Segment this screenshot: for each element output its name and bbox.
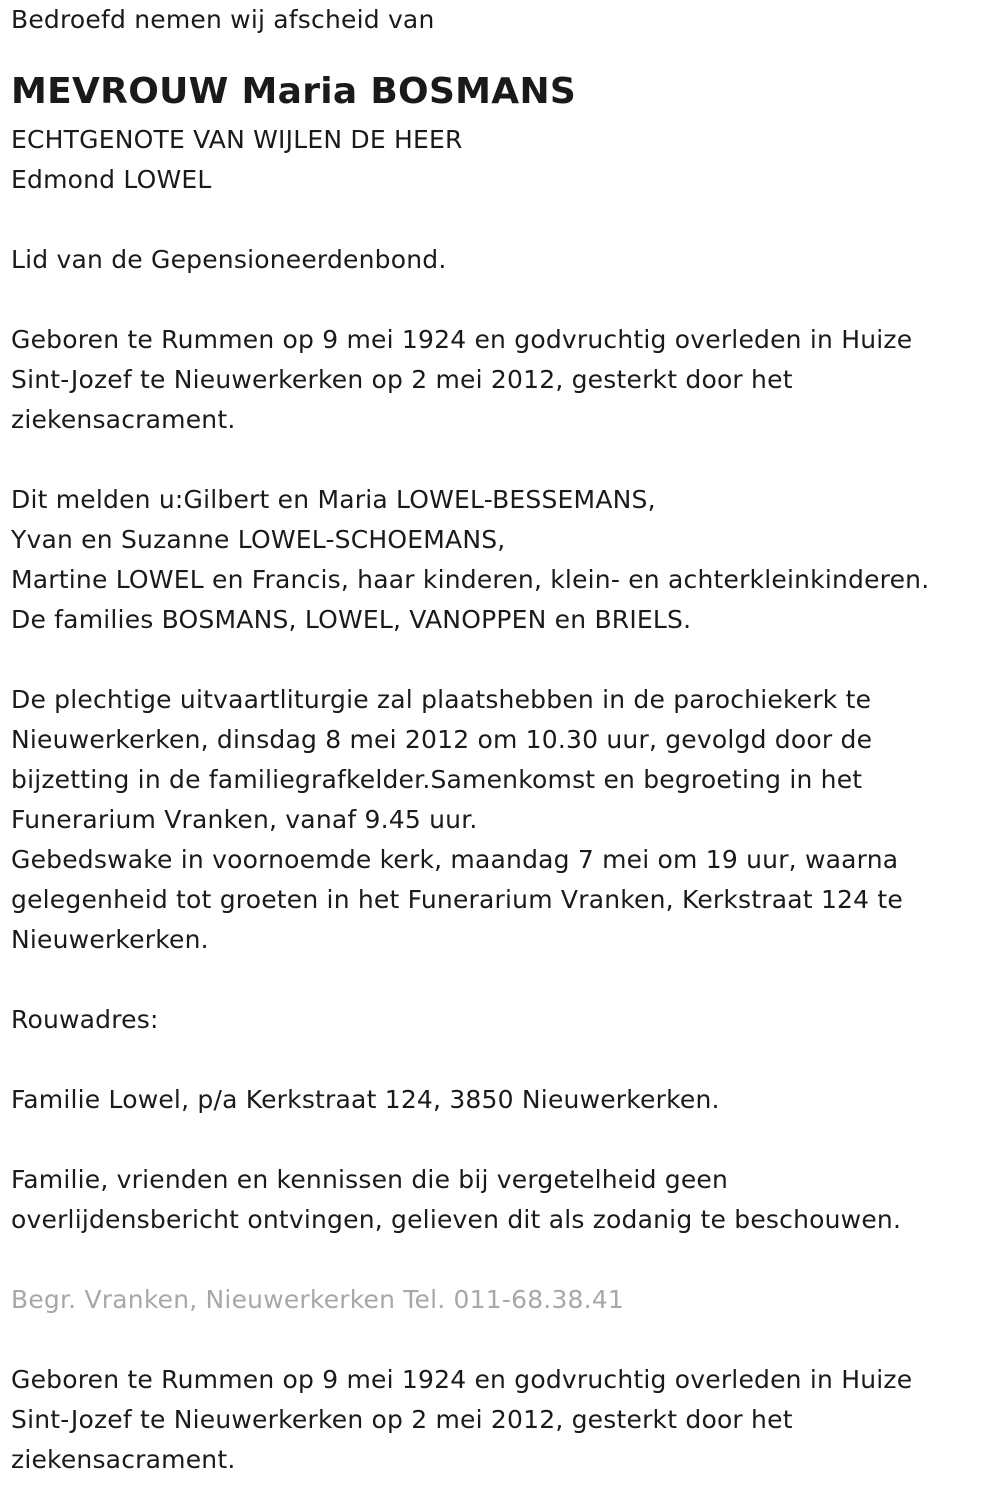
undertaker-contact: Begr. Vranken, Nieuwerkerken Tel. 011-68.38.41	[11, 1285, 625, 1314]
family-paragraph	[11, 480, 991, 640]
mourning-address: Familie Lowel, p/a Kerkstraat 124, 3850 Nieuwerkerken.	[11, 1085, 720, 1114]
paragraph-line: Funerarium Vranken, vanaf 9.45 uur.	[11, 805, 478, 834]
spacer	[11, 280, 991, 320]
paragraph-line: Martine LOWEL en Francis, haar kinderen, klein- en achterkleinkinderen.	[11, 565, 930, 594]
paragraph-line: De families BOSMANS, LOWEL, VANOPPEN en BRIELS.	[11, 605, 692, 634]
spacer	[11, 40, 991, 64]
birth-death-repeat-paragraph	[11, 1360, 991, 1480]
mourning-address-label: Rouwadres:	[11, 1005, 159, 1034]
spouse-name: Edmond LOWEL	[11, 165, 212, 194]
spacer	[11, 960, 991, 1000]
paragraph-line: Gebedswake in voornoemde kerk, maandag 7 mei om 19 uur, waarna	[11, 845, 899, 874]
paragraph-line: Geboren te Rummen op 9 mei 1924 en godvruchtig overleden in Huize	[11, 1365, 913, 1394]
paragraph-line: ziekensacrament.	[11, 1445, 236, 1474]
spacer	[11, 640, 991, 680]
paragraph-line: Nieuwerkerken, dinsdag 8 mei 2012 om 10.30 uur, gevolgd door de	[11, 725, 873, 754]
deceased-name: MEVROUW Maria BOSMANS	[11, 71, 577, 112]
paragraph-line: De plechtige uitvaartliturgie zal plaatshebben in de parochiekerk te	[11, 685, 872, 714]
membership-text: Lid van de Gepensioneerdenbond.	[11, 245, 447, 274]
paragraph-line: overlijdensbericht ontvingen, gelieven dit als zodanig te beschouwen.	[11, 1205, 902, 1234]
paragraph-line: Yvan en Suzanne LOWEL-SCHOEMANS,	[11, 525, 506, 554]
birth-death-paragraph	[11, 320, 991, 440]
spacer	[11, 1320, 991, 1360]
spacer	[11, 1240, 991, 1280]
spouse-title: ECHTGENOTE VAN WIJLEN DE HEER	[11, 125, 463, 154]
paragraph-line: Nieuwerkerken.	[11, 925, 209, 954]
paragraph-line: Geboren te Rummen op 9 mei 1924 en godvruchtig overleden in Huize	[11, 325, 913, 354]
funeral-paragraph	[11, 680, 991, 960]
paragraph-line: Sint-Jozef te Nieuwerkerken op 2 mei 2012, gesterkt door het	[11, 1405, 793, 1434]
notice-paragraph	[11, 1160, 991, 1240]
spacer	[11, 200, 991, 240]
spacer	[11, 1040, 991, 1080]
spacer	[11, 1120, 991, 1160]
obituary-notice	[11, 0, 991, 1480]
paragraph-line: ziekensacrament.	[11, 405, 236, 434]
paragraph-line: Dit melden u:Gilbert en Maria LOWEL-BESSEMANS,	[11, 485, 656, 514]
paragraph-line: gelegenheid tot groeten in het Funerarium Vranken, Kerkstraat 124 te	[11, 885, 903, 914]
paragraph-line: bijzetting in de familiegrafkelder.Samenkomst en begroeting in het	[11, 765, 863, 794]
spacer	[11, 440, 991, 480]
paragraph-line: Familie, vrienden en kennissen die bij vergetelheid geen	[11, 1165, 729, 1194]
paragraph-line: Sint-Jozef te Nieuwerkerken op 2 mei 2012, gesterkt door het	[11, 365, 793, 394]
intro-text: Bedroefd nemen wij afscheid van	[11, 5, 435, 34]
